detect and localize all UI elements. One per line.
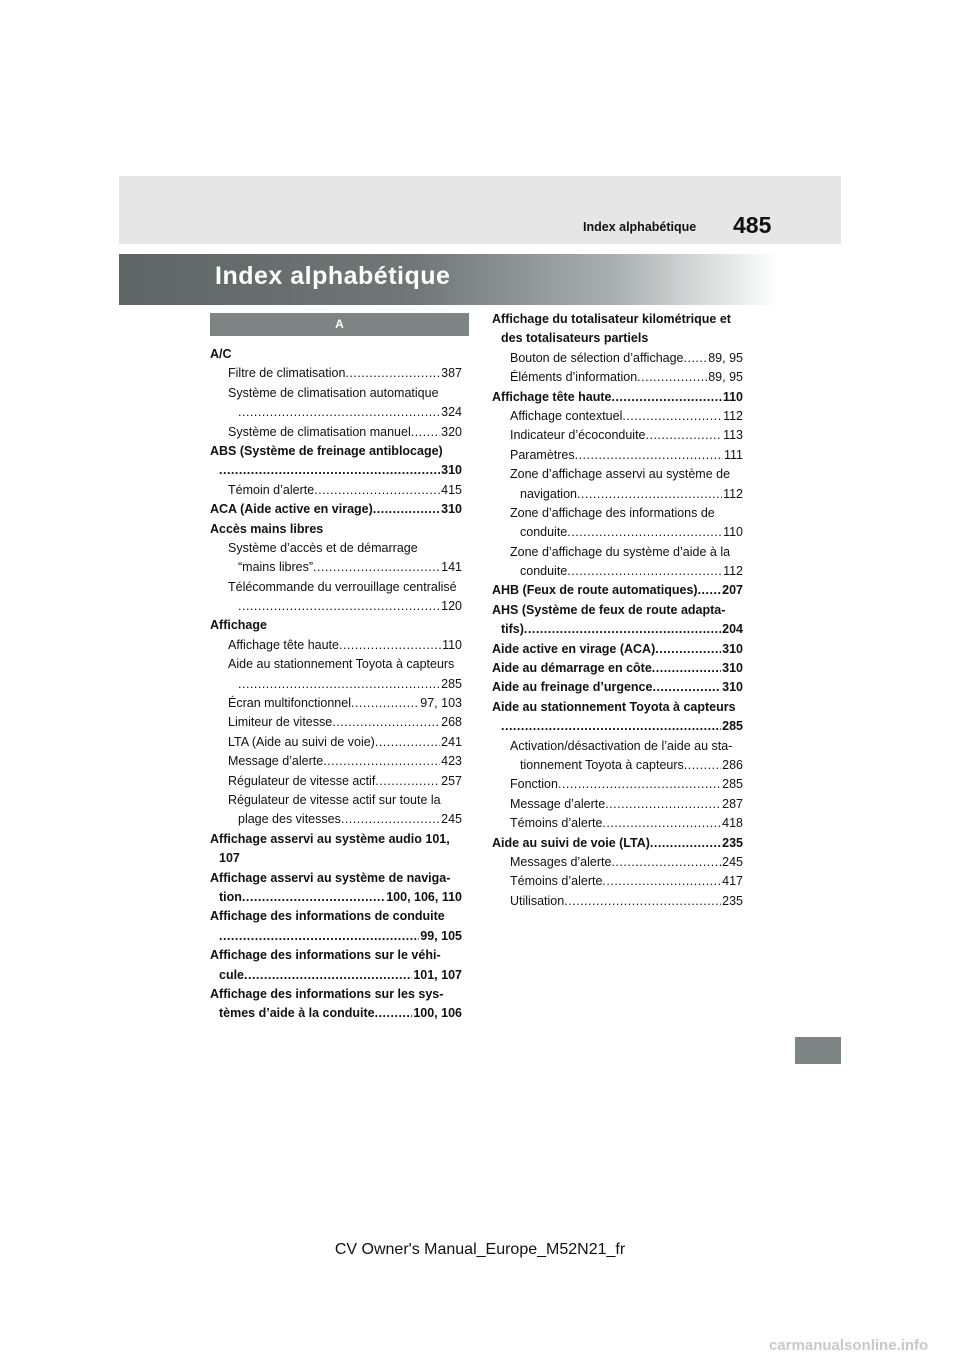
index-entry bbox=[492, 581, 743, 600]
dot-leader bbox=[567, 562, 722, 581]
index-entry-page: 415 bbox=[441, 482, 462, 497]
index-entry bbox=[492, 504, 743, 523]
dot-leader bbox=[323, 752, 440, 771]
index-entry bbox=[210, 869, 462, 888]
dot-leader bbox=[238, 675, 440, 694]
index-entry bbox=[210, 423, 462, 442]
title-bar bbox=[119, 254, 779, 305]
index-entry-page: 320 bbox=[441, 424, 462, 439]
index-entry-page: 113 bbox=[723, 428, 743, 443]
index-entry-page: 417 bbox=[722, 874, 743, 889]
dot-leader bbox=[564, 892, 721, 911]
index-entry bbox=[210, 500, 462, 519]
index-entry-page: 268 bbox=[441, 715, 462, 730]
index-entry-page: 285 bbox=[441, 676, 462, 691]
index-entry-page: 235 bbox=[722, 893, 743, 908]
index-entry-term: Message d’alerte bbox=[510, 796, 606, 811]
index-entry-page: 112 bbox=[723, 564, 743, 579]
dot-leader bbox=[698, 581, 722, 600]
index-entry bbox=[492, 523, 743, 542]
dot-leader bbox=[375, 733, 440, 752]
index-entry-term: Régulateur de vitesse actif bbox=[228, 773, 376, 788]
index-entry-page: 101, 107 bbox=[413, 967, 462, 982]
index-entry bbox=[492, 659, 743, 678]
index-entry-term: Aide au freinage d’urgence bbox=[492, 680, 653, 695]
index-entry-term: Affichage tête haute bbox=[492, 389, 612, 404]
index-entry bbox=[492, 601, 743, 620]
index-entry-page: 423 bbox=[441, 754, 462, 769]
index-column-right bbox=[492, 310, 743, 911]
index-entry bbox=[492, 892, 743, 911]
index-entry-term: Affichage asservi au système de naviga- bbox=[210, 870, 451, 885]
index-entry-term: Système de climatisation automatique bbox=[228, 385, 439, 400]
dot-leader bbox=[605, 795, 721, 814]
dot-leader bbox=[238, 403, 440, 422]
index-entry-term: Zone d’affichage asservi au système de bbox=[510, 467, 731, 482]
dot-leader bbox=[219, 927, 419, 946]
dot-leader bbox=[622, 407, 722, 426]
index-entry-page: 245 bbox=[722, 854, 743, 869]
index-entry-term: Limiteur de vitesse bbox=[228, 715, 333, 730]
index-entry-term: Bouton de sélection d’affichage bbox=[510, 350, 684, 365]
thumb-tab bbox=[795, 1037, 841, 1064]
index-entry bbox=[210, 461, 462, 480]
dot-leader bbox=[313, 558, 440, 577]
index-entry bbox=[492, 465, 743, 484]
index-entry bbox=[210, 791, 462, 810]
running-header: Index alphabétique bbox=[583, 220, 697, 234]
page-title: Index alphabétique bbox=[215, 262, 451, 290]
index-entry-page: 112 bbox=[723, 486, 743, 501]
index-entry bbox=[492, 543, 743, 562]
index-entry-page: 235 bbox=[722, 835, 743, 850]
index-entry bbox=[492, 485, 743, 504]
index-entry-term: Affichage des informations sur le véhi- bbox=[210, 948, 441, 963]
dot-leader bbox=[244, 966, 412, 985]
index-entry-page: 89, 95 bbox=[708, 370, 743, 385]
index-entry-term: tion bbox=[219, 889, 242, 904]
index-entry-term: Messages d’alerte bbox=[510, 854, 612, 869]
index-entry-term: Paramètres bbox=[510, 447, 575, 462]
index-entry-term: conduite bbox=[520, 564, 568, 579]
dot-leader bbox=[611, 853, 721, 872]
dot-leader bbox=[341, 810, 440, 829]
dot-leader bbox=[332, 713, 440, 732]
index-entry-term: AHB (Feux de route automatiques) bbox=[492, 583, 698, 598]
index-entry bbox=[210, 1004, 462, 1023]
index-entry-term: conduite bbox=[520, 525, 568, 540]
footer-text: CV Owner's Manual_Europe_M52N21_fr bbox=[334, 1241, 626, 1258]
index-column-left bbox=[210, 345, 462, 1024]
index-entry-term: Zone d’affichage des informations de bbox=[510, 505, 715, 520]
index-entry bbox=[492, 368, 743, 387]
index-entry-term: ACA (Aide active en virage) bbox=[210, 502, 373, 517]
index-entry bbox=[210, 675, 462, 694]
index-entry-term: Indicateur d’écoconduite bbox=[510, 428, 646, 443]
index-entry bbox=[210, 752, 462, 771]
index-entry-term: Affichage du totalisateur kilométrique et bbox=[492, 312, 731, 326]
dot-leader bbox=[339, 636, 441, 655]
index-entry bbox=[492, 446, 743, 465]
dot-leader bbox=[567, 523, 722, 542]
index-entry-page: 285 bbox=[722, 719, 743, 734]
dot-leader bbox=[577, 485, 722, 504]
index-entry-term: tèmes d’aide à la conduite bbox=[219, 1006, 375, 1021]
index-entry-page: 99, 105 bbox=[420, 928, 462, 943]
index-entry-term: A/C bbox=[210, 347, 232, 361]
index-entry-term: Éléments d’information bbox=[510, 370, 638, 385]
index-entry-term: 107 bbox=[219, 851, 240, 866]
dot-leader bbox=[611, 388, 721, 407]
index-entry bbox=[210, 849, 462, 868]
dot-leader bbox=[684, 349, 708, 368]
section-header-a bbox=[210, 313, 469, 336]
index-entry-page: 110 bbox=[723, 525, 743, 540]
index-entry-page: 204 bbox=[722, 622, 743, 637]
dot-leader bbox=[684, 756, 721, 775]
index-entry bbox=[210, 364, 462, 383]
index-entry-page: 310 bbox=[722, 680, 743, 695]
index-entry-term: cule bbox=[219, 967, 245, 982]
dot-leader bbox=[375, 1004, 413, 1023]
dot-leader bbox=[558, 775, 721, 794]
index-entry bbox=[492, 795, 743, 814]
index-entry-term: Témoins d’alerte bbox=[510, 816, 603, 831]
dot-leader bbox=[501, 717, 721, 736]
index-entry-term: Aide au stationnement Toyota à capteurs bbox=[492, 699, 736, 714]
index-entry-page: 110 bbox=[442, 637, 462, 652]
index-entry bbox=[210, 713, 462, 732]
index-entry-term: Écran multifonctionnel bbox=[228, 696, 351, 711]
dot-leader bbox=[646, 426, 723, 445]
index-entry-term: ABS (Système de freinage antiblocage) bbox=[210, 443, 443, 458]
index-entry-term: tifs) bbox=[501, 622, 524, 637]
index-entry bbox=[210, 520, 462, 539]
dot-leader bbox=[637, 368, 707, 387]
dot-leader bbox=[238, 597, 440, 616]
index-entry-term: Affichage asservi au système audio 101, bbox=[210, 831, 450, 846]
page-number: 485 bbox=[733, 212, 772, 238]
index-entry bbox=[492, 717, 743, 736]
index-entry bbox=[492, 853, 743, 872]
index-entry-page: 97, 103 bbox=[420, 696, 462, 711]
dot-leader bbox=[375, 772, 440, 791]
index-entry bbox=[492, 388, 743, 407]
index-entry bbox=[492, 620, 743, 639]
index-entry bbox=[210, 927, 462, 946]
section-letter: A bbox=[335, 317, 344, 331]
index-entry-term: Affichage bbox=[210, 618, 267, 633]
index-entry-term: Système de climatisation manuel bbox=[228, 424, 411, 439]
dot-leader bbox=[351, 694, 419, 713]
index-entry bbox=[210, 384, 462, 403]
index-entry bbox=[210, 985, 462, 1004]
index-entry-page: 257 bbox=[441, 773, 462, 788]
index-entry bbox=[492, 349, 743, 368]
index-entry bbox=[210, 966, 462, 985]
dot-leader bbox=[652, 659, 721, 678]
dot-leader bbox=[602, 814, 721, 833]
index-entry bbox=[492, 872, 743, 891]
index-entry-page: 245 bbox=[441, 812, 462, 827]
index-entry bbox=[492, 737, 743, 756]
index-entry-page: 100, 106 bbox=[413, 1006, 462, 1021]
dot-leader bbox=[602, 872, 721, 891]
index-entry bbox=[210, 694, 462, 713]
dot-leader bbox=[655, 640, 721, 659]
index-entry-page: 110 bbox=[722, 389, 743, 404]
index-entry bbox=[492, 775, 743, 794]
dot-leader bbox=[314, 481, 440, 500]
index-entry-page: 310 bbox=[441, 463, 462, 478]
index-entry-page: 141 bbox=[441, 560, 462, 575]
dot-leader bbox=[652, 678, 721, 697]
index-entry-term: Témoin d’alerte bbox=[228, 482, 315, 497]
index-entry-term: navigation bbox=[520, 486, 577, 501]
index-entry-page: 287 bbox=[722, 796, 743, 811]
index-entry-page: 310 bbox=[722, 641, 743, 656]
index-entry-term: Filtre de climatisation bbox=[228, 366, 346, 381]
index-entry-term: des totalisateurs partiels bbox=[501, 331, 649, 346]
index-entry-term: Régulateur de vitesse actif sur toute la bbox=[228, 792, 441, 807]
index-entry-page: 310 bbox=[441, 502, 462, 517]
dot-leader bbox=[411, 423, 440, 442]
index-entry-page: 112 bbox=[723, 408, 743, 423]
index-entry bbox=[492, 698, 743, 717]
index-entry-page: 286 bbox=[722, 757, 743, 772]
index-entry bbox=[210, 539, 462, 558]
index-entry-page: 387 bbox=[441, 366, 462, 381]
index-entry bbox=[492, 310, 743, 329]
index-entry bbox=[210, 403, 462, 422]
index-entry-term: LTA (Aide au suivi de voie) bbox=[228, 734, 375, 749]
index-entry-term: AHS (Système de feux de route adapta- bbox=[492, 602, 726, 617]
index-entry bbox=[210, 733, 462, 752]
index-entry-page: 100, 106, 110 bbox=[386, 889, 462, 904]
index-entry-term: tionnement Toyota à capteurs bbox=[520, 757, 684, 772]
watermark: carmanualsonline.info bbox=[769, 1337, 929, 1354]
index-entry bbox=[210, 810, 462, 829]
index-entry-term: Affichage contextuel bbox=[510, 408, 623, 423]
dot-leader bbox=[219, 461, 440, 480]
index-entry-page: 241 bbox=[441, 734, 462, 749]
index-entry bbox=[210, 481, 462, 500]
index-entry bbox=[492, 640, 743, 659]
index-entry bbox=[210, 907, 462, 926]
index-entry-term: Activation/désactivation de l’aide au sta- bbox=[510, 738, 733, 753]
index-entry bbox=[210, 616, 462, 635]
index-entry bbox=[210, 578, 462, 597]
index-entry-term: Aide active en virage (ACA) bbox=[492, 641, 656, 656]
index-entry bbox=[492, 814, 743, 833]
index-entry-term: plage des vitesses bbox=[238, 812, 341, 827]
index-entry-term: “mains libres” bbox=[238, 560, 314, 575]
index-entry-term: Affichage tête haute bbox=[228, 637, 339, 652]
index-entry bbox=[210, 655, 462, 674]
index-entry-page: 285 bbox=[722, 777, 743, 792]
index-entry-term: Aide au démarrage en côte bbox=[492, 661, 652, 676]
index-entry-page: 418 bbox=[722, 816, 743, 831]
index-entry bbox=[210, 946, 462, 965]
index-entry bbox=[492, 426, 743, 445]
index-entry bbox=[492, 407, 743, 426]
index-entry bbox=[210, 830, 462, 849]
index-entry bbox=[492, 562, 743, 581]
index-entry-term: Témoins d’alerte bbox=[510, 874, 603, 889]
index-entry-term: Aide au stationnement Toyota à capteurs bbox=[228, 657, 455, 672]
index-entry-term: Télécommande du verrouillage centralisé bbox=[228, 579, 457, 594]
index-entry bbox=[210, 772, 462, 791]
index-entry-page: 310 bbox=[722, 661, 743, 676]
dot-leader bbox=[345, 364, 440, 383]
index-entry-term: Fonction bbox=[510, 777, 558, 792]
dot-leader bbox=[575, 446, 723, 465]
index-entry-term: Aide au suivi de voie (LTA) bbox=[492, 835, 650, 850]
dot-leader bbox=[242, 888, 385, 907]
index-entry bbox=[492, 834, 743, 853]
dot-leader bbox=[650, 834, 721, 853]
index-entry-page: 111 bbox=[723, 447, 743, 462]
index-entry-page: 120 bbox=[441, 599, 462, 614]
index-entry-page: 324 bbox=[441, 405, 462, 420]
index-entry bbox=[210, 345, 462, 364]
index-entry bbox=[210, 442, 462, 461]
index-entry-term: Affichage des informations sur les sys- bbox=[210, 986, 444, 1001]
index-entry bbox=[210, 636, 462, 655]
index-entry-term: Accès mains libres bbox=[210, 521, 324, 536]
index-entry bbox=[492, 756, 743, 775]
index-entry-term: Zone d’affichage du système d’aide à la bbox=[510, 544, 731, 559]
index-entry bbox=[492, 329, 743, 348]
index-entry-term: Message d’alerte bbox=[228, 754, 324, 769]
dot-leader bbox=[524, 620, 721, 639]
dot-leader bbox=[373, 500, 440, 519]
index-entry bbox=[210, 597, 462, 616]
index-entry bbox=[210, 558, 462, 577]
index-entry-term: Utilisation bbox=[510, 893, 565, 908]
index-entry-term: Affichage des informations de conduite bbox=[210, 909, 445, 924]
index-entry-page: 89, 95 bbox=[708, 350, 743, 365]
index-entry-term: Système d’accès et de démarrage bbox=[228, 540, 418, 555]
index-entry bbox=[210, 888, 462, 907]
index-entry bbox=[492, 678, 743, 697]
index-entry-page: 207 bbox=[722, 583, 743, 598]
